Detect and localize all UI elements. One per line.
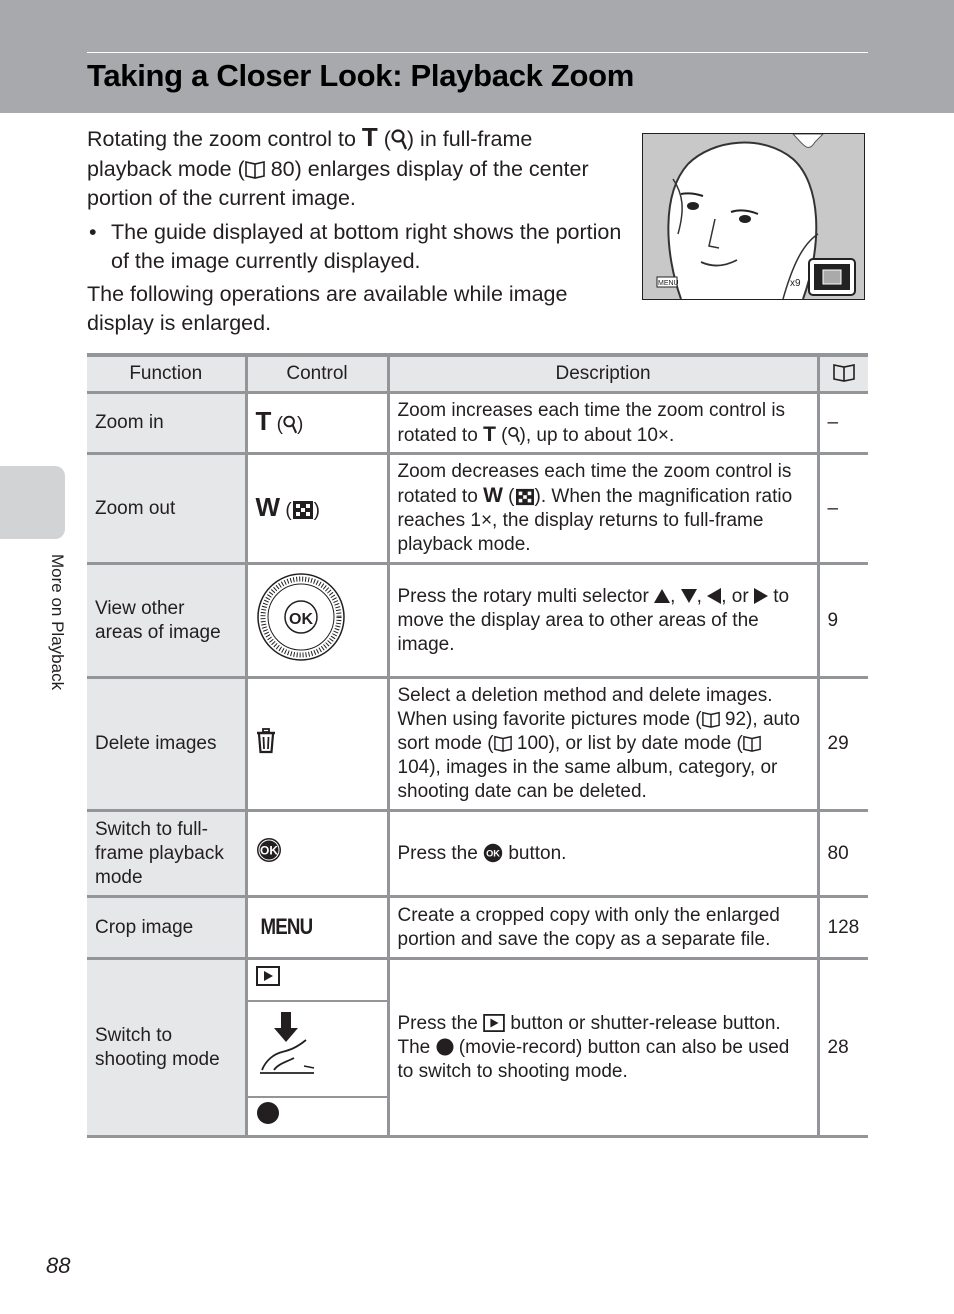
arrow-up-icon — [654, 589, 670, 603]
zoom-t-label: T — [255, 406, 272, 436]
header-function: Function — [87, 355, 246, 393]
menu-button-label: MENU — [260, 913, 312, 939]
table-row — [87, 454, 868, 564]
header-description: Description — [388, 355, 818, 393]
photo-menu-label: MENU — [658, 280, 679, 287]
reference-cell: – — [818, 393, 868, 454]
table-row — [87, 959, 868, 1001]
zoom-w-label: W — [255, 491, 281, 522]
description-cell: Zoom decreases each time the zoom control is rotated to W ( ). When the magnification ratio reaches 1×, the display returns to full-frame playback mode. — [388, 454, 818, 564]
intro-bullet: • The guide displayed at bottom right shows the portion of the image currently displayed. — [89, 219, 622, 273]
table-row — [87, 897, 868, 959]
section-tab — [0, 466, 65, 539]
page-header — [0, 0, 954, 113]
book-reference-icon — [743, 734, 761, 752]
arrow-right-icon — [754, 588, 768, 604]
arrow-left-icon — [707, 588, 721, 604]
control-cell: T ( ) — [246, 393, 388, 454]
intro-text — [87, 123, 622, 339]
zoom-magnifier-icon — [391, 129, 407, 151]
function-cell: Switch to shooting mode — [87, 959, 246, 1137]
reference-cell: 9 — [818, 564, 868, 678]
reference-cell: 28 — [818, 959, 868, 1137]
control-cell — [246, 897, 388, 959]
function-cell: Switch to full-frame playback mode — [87, 811, 246, 897]
description-cell: Create a cropped copy with only the enlarged portion and save the copy as a separate file. — [388, 897, 818, 959]
description-cell: Select a deletion method and delete images. When using favorite pictures mode ( 92), auto sort mode ( 100), or list by date mode ( 104), images in the same album, category, or shooting date can be deleted. — [388, 678, 818, 811]
table-row — [87, 564, 868, 678]
book-reference-icon — [702, 710, 720, 728]
thumbnail-grid-icon — [515, 488, 535, 506]
control-cell — [246, 811, 388, 897]
table-row — [87, 393, 868, 454]
table-row — [87, 811, 868, 897]
intro-paragraph-1: Rotating the zoom control to T ( ) in full-frame playback mode ( 80) enlarges display of the center portion of the current image. — [87, 122, 589, 210]
function-cell: Zoom out — [87, 454, 246, 564]
arrow-down-icon — [681, 589, 697, 603]
zoomed-photo — [642, 133, 865, 300]
thumbnail-grid-icon — [292, 500, 314, 520]
bullet-dot: • — [89, 219, 97, 244]
playback-button-icon — [256, 966, 280, 986]
function-cell: View other areas of image — [87, 564, 246, 678]
playback-button-icon — [483, 1014, 505, 1032]
rotary-multi-selector-icon — [256, 572, 346, 662]
intro-paragraph-2: The following operations are available while image display is enlarged. — [87, 281, 568, 335]
movie-record-icon — [436, 1038, 454, 1056]
svg-text:OK: OK — [288, 611, 313, 628]
zoom-magnifier-icon — [508, 426, 520, 444]
movie-record-icon — [256, 1101, 280, 1125]
table-row — [87, 678, 868, 811]
page-title: Taking a Closer Look: Playback Zoom — [87, 58, 635, 93]
book-reference-icon — [245, 159, 265, 179]
ok-button-icon — [483, 843, 503, 863]
function-cell: Delete images — [87, 678, 246, 811]
reference-cell: 128 — [818, 897, 868, 959]
function-cell: Zoom in — [87, 393, 246, 454]
reference-cell: – — [818, 454, 868, 564]
description-cell: Press the button or shutter-release button. The (movie-record) button can also be used to switch to shooting mode. — [388, 959, 818, 1137]
book-reference-icon — [494, 734, 512, 752]
control-cell — [246, 1001, 388, 1097]
control-cell — [246, 564, 388, 678]
control-cell — [246, 959, 388, 1001]
book-reference-icon — [833, 362, 855, 382]
function-cell: Crop image — [87, 897, 246, 959]
operations-table — [87, 353, 868, 1138]
photo-zoom-label: x9 — [790, 278, 801, 289]
description-cell: Zoom increases each time the zoom control is rotated to T ( ), up to about 10×. — [388, 393, 818, 454]
reference-cell: 80 — [818, 811, 868, 897]
shutter-release-icon — [256, 1010, 316, 1080]
header-rule — [87, 52, 868, 53]
control-cell: W ( ) — [246, 454, 388, 564]
zoom-t-label: T — [361, 122, 378, 152]
header-control: Control — [246, 355, 388, 393]
page-number: 88 — [46, 1253, 71, 1278]
section-label: More on Playback — [48, 554, 67, 691]
ok-button-icon — [256, 837, 282, 863]
control-cell — [246, 1097, 388, 1137]
reference-cell: 29 — [818, 678, 868, 811]
description-cell: Press the OK button. — [388, 811, 818, 897]
table-header-row — [87, 355, 868, 393]
description-cell: Press the rotary multi selector , , , or to move the display area to other areas of the image. — [388, 564, 818, 678]
control-cell — [246, 678, 388, 811]
zoom-magnifier-icon — [283, 415, 297, 435]
svg-text:OK: OK — [259, 843, 278, 858]
svg-text:OK: OK — [486, 848, 500, 859]
header-reference — [818, 355, 868, 393]
trash-icon — [256, 728, 276, 754]
portrait-illustration — [643, 134, 864, 299]
